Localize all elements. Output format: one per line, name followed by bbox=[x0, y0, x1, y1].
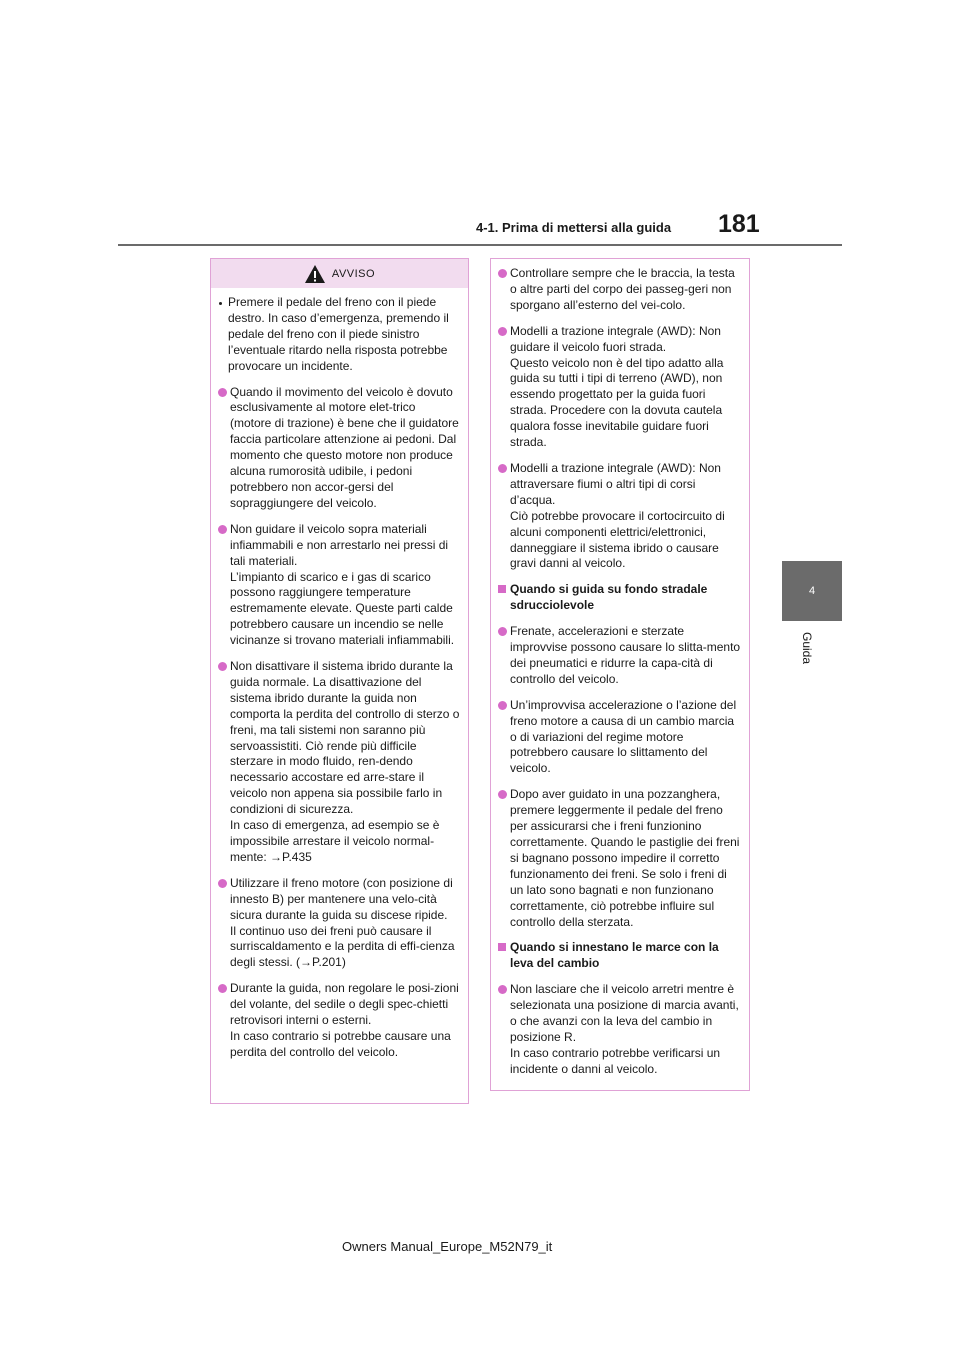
list-item: Premere il pedale del freno con il piede destro. In caso d’emergenza, premendo il pedale del freno con il piede sinistro l’eventuale ritardo nella risposta potrebbe provocare un incidente. bbox=[218, 295, 460, 375]
warning-title: AVVISO bbox=[331, 267, 376, 280]
footer-text: Owners Manual_Europe_M52N79_it bbox=[342, 1239, 553, 1254]
warning-triangle-icon bbox=[304, 264, 326, 284]
chapter-number: 4 bbox=[808, 585, 816, 597]
warning-header bbox=[211, 259, 468, 288]
section-title: 4-1. Prima di mettersi alla guida bbox=[476, 220, 672, 235]
section-heading: Quando si guida su fondo stradale sdrucciolevole bbox=[498, 582, 741, 614]
list-item: Controllare sempre che le braccia, la testa o altre parti del corpo dei passeg-geri non sporgano all’esterno del vei-colo. bbox=[498, 266, 741, 314]
list-item: Durante la guida, non regolare le posi-zioni del volante, del sedile o degli spec-chietti retrovisori interni o esterni. In caso contrario si potrebbe causare una perdita del controllo del veicolo. bbox=[218, 981, 460, 1061]
warning-content bbox=[211, 288, 468, 1061]
list-item: Dopo aver guidato in una pozzanghera, premere leggermente il pedale del freno per assicurarsi che i freni funzionino correttamente. Quando le pastiglie dei freni si bagnano possono impedire il corretto funzionamento dei freni. Se solo i freni di un lato sono bagnati e non funzionano correttamente, ciò potrebbe influire sul controllo della sterzata. bbox=[498, 787, 741, 930]
header-divider bbox=[118, 244, 842, 246]
list-item: Frenate, accelerazioni e sterzate improvvise possono causare lo slitta-mento dei pneumatici e ridurre la capa-cità di controllo del veicolo. bbox=[498, 624, 741, 688]
page-number: 181 bbox=[718, 210, 760, 238]
list-item: Non lasciare che il veicolo arretri mentre è selezionata una posizione di marcia avanti, o che avanzi con la leva del cambio in posizione R. In caso contrario potrebbe verificarsi un incidente o danni al veicolo. bbox=[498, 982, 741, 1077]
list-item: Quando il movimento del veicolo è dovuto esclusivamente al motore elet-trico (motore di trazione) è bene che il guidatore faccia particolare attenzione ai pedoni. Dal momento che questo motore non produce alcuna rumorosità udibile, i pedoni potrebbero non accor-gersi del sopraggiungere del veicolo. bbox=[218, 385, 460, 512]
chapter-tab bbox=[782, 561, 842, 621]
list-item: Modelli a trazione integrale (AWD): Non attraversare fiumi o altri tipi di corsi d’acqua. Ciò potrebbe provocare il cortocircuito di alcuni componenti elettrici/elettronici, danneggiare il sistema ibrido o causare gravi danni al veicolo. bbox=[498, 461, 741, 572]
section-heading: Quando si innestano le marce con la leva del cambio bbox=[498, 940, 741, 972]
continued-box bbox=[490, 258, 750, 1091]
warning-box bbox=[210, 258, 469, 1104]
list-item: Non guidare il veicolo sopra materiali infiammabili e non arrestarlo nei pressi di tali materiali. L’impianto di scarico e i gas di scarico possono raggiungere temperature estremamente elevate. Queste parti calde potrebbero causare un incendio se nelle vicinanze si trovano materiali infiammabili. bbox=[218, 522, 460, 649]
list-item: Modelli a trazione integrale (AWD): Non guidare il veicolo fuori strada. Questo veicolo non è del tipo adatto alla guida su tutti i tipi di terreno (AWD), non essendo progettato per la guida fuori strada. Procedere con la dovuta cautela qualora fosse inevitabile guidare fuori strada. bbox=[498, 324, 741, 451]
list-item: Un’improvvisa accelerazione o l’azione del freno motore a causa di un cambio marcia o di variazioni del regime motore potrebbero causare lo slittamento del veicolo. bbox=[498, 698, 741, 778]
chapter-label: Guida bbox=[800, 632, 814, 665]
list-item: Non disattivare il sistema ibrido durante la guida normale. La disattivazione del sistema ibrido durante la guida non comporta la perdita del controllo di sterzo o freni, ma tali sistemi non saranno più servoassistiti. Ciò rende più difficile sterzare in modo fluido, ren-dendo necessario accostare ed arre-stare il veicolo non appena sia possibile farlo in condizioni di sicurezza. In caso di emergenza, ad esempio se è impossibile arrestare il veicolo normal-mente: →P.435 bbox=[218, 659, 460, 866]
continued-content bbox=[491, 259, 749, 1078]
list-item: Utilizzare il freno motore (con posizione di innesto B) per mantenere una velo-cità sicura durante la guida su discese ripide. Il continuo uso dei freni può causare il surriscaldamento e la perdita di effi-cienza degli stessi. (→P.201) bbox=[218, 876, 460, 971]
